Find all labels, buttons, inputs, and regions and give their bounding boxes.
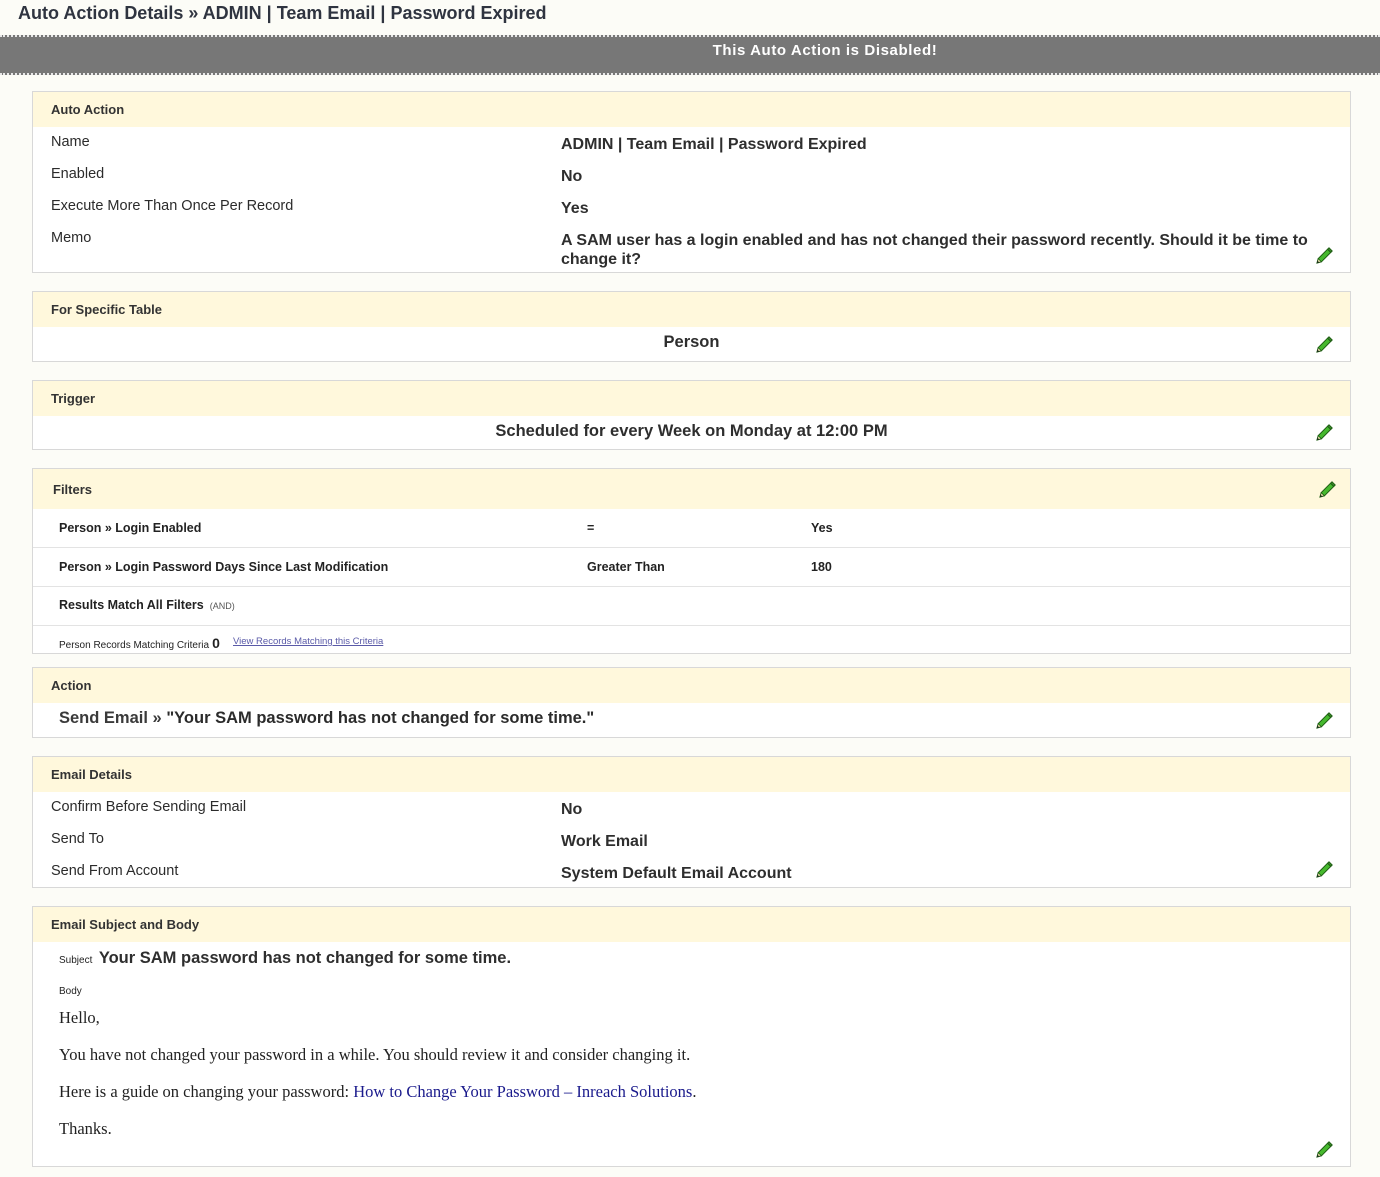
email-content-panel — [32, 906, 1351, 1167]
edit-filters-pencil-icon[interactable] — [1317, 480, 1337, 500]
match-all-text: Results Match All Filters — [59, 598, 204, 612]
filter-field: Person » Login Enabled — [59, 521, 202, 535]
subject-text: Your SAM password has not changed for some time. — [98, 949, 512, 967]
action-subject: "Your SAM password has not changed for some time." — [166, 709, 595, 727]
email-subject-row — [33, 942, 1350, 974]
edit-trigger-pencil-icon[interactable] — [1314, 423, 1334, 443]
send-from-label: Send From Account — [51, 863, 179, 879]
enabled-value: No — [561, 168, 583, 185]
execute-more-row — [33, 191, 1350, 223]
enabled-label: Enabled — [51, 166, 105, 182]
body-paragraph — [59, 1072, 1350, 1109]
edit-email-content-pencil-icon[interactable] — [1314, 1140, 1334, 1160]
match-all-label — [59, 598, 235, 612]
filters-header-label: Filters — [53, 482, 93, 497]
trigger-value: Scheduled for every Week on Monday at 12:00 PM — [495, 422, 888, 440]
confirm-before-row — [33, 792, 1350, 824]
filter-operator: Greater Than — [587, 560, 665, 574]
body-guide-text: Here is a guide on changing your password: — [59, 1082, 354, 1101]
filter-operator: = — [587, 521, 595, 535]
action-panel — [32, 667, 1351, 738]
action-summary — [33, 703, 1350, 738]
send-from-value: System Default Email Account — [561, 865, 792, 882]
name-row — [33, 127, 1350, 159]
memo-label: Memo — [51, 230, 92, 246]
trigger-panel — [32, 380, 1351, 450]
specific-table-panel — [32, 291, 1351, 362]
name-value: ADMIN | Team Email | Password Expired — [561, 136, 867, 153]
page-title: Auto Action Details » ADMIN | Team Email | Password Expired — [18, 3, 547, 23]
edit-table-pencil-icon[interactable] — [1314, 335, 1334, 355]
trigger-header: Trigger — [33, 381, 1350, 416]
body-label: Body — [59, 986, 82, 997]
subject-label: Subject — [59, 955, 93, 966]
email-body — [33, 998, 1350, 1146]
send-to-value: Work Email — [561, 833, 648, 850]
password-guide-link[interactable]: How to Change Your Password – Inreach Solutions — [353, 1082, 693, 1101]
email-details-panel — [32, 756, 1351, 888]
auto-action-header: Auto Action — [33, 92, 1350, 127]
filter-value: 180 — [811, 560, 832, 574]
match-all-row — [33, 587, 1350, 626]
body-guide-suffix: . — [692, 1082, 697, 1101]
body-paragraph: You have not changed your password in a while. You should review it and consider changing it. — [59, 1045, 691, 1064]
filters-panel — [32, 468, 1351, 654]
send-from-row — [33, 856, 1350, 888]
name-label: Name — [51, 134, 90, 150]
execute-more-label: Execute More Than Once Per Record — [51, 198, 294, 214]
edit-email-details-pencil-icon[interactable] — [1314, 860, 1334, 880]
confirm-before-label: Confirm Before Sending Email — [51, 799, 247, 815]
filters-header — [33, 469, 1350, 509]
action-type: Send Email » — [59, 709, 162, 727]
match-mode-badge: (AND) — [209, 601, 235, 611]
confirm-before-value: No — [561, 801, 583, 818]
filter-row — [33, 509, 1350, 548]
filter-value: Yes — [811, 521, 833, 535]
email-details-header: Email Details — [33, 757, 1350, 792]
matching-count-row — [33, 626, 1350, 653]
edit-action-pencil-icon[interactable] — [1314, 711, 1334, 731]
body-closing: Thanks. — [59, 1119, 112, 1138]
body-greeting: Hello, — [59, 1008, 100, 1027]
filter-row — [33, 548, 1350, 587]
enabled-row — [33, 159, 1350, 191]
memo-row — [33, 223, 1350, 273]
execute-more-value: Yes — [561, 200, 589, 217]
send-to-label: Send To — [51, 831, 104, 847]
auto-action-panel — [32, 91, 1351, 273]
matching-count-label — [59, 635, 220, 651]
email-content-header: Email Subject and Body — [33, 907, 1350, 942]
send-to-row — [33, 824, 1350, 856]
email-body-label-row — [33, 974, 1350, 998]
action-header: Action — [33, 668, 1350, 703]
matching-count-text: Person Records Matching Criteria — [59, 640, 210, 651]
specific-table-value: Person — [663, 333, 720, 351]
memo-value: A SAM user has a login enabled and has not changed their password recently. Should it be time to change it? — [561, 232, 1308, 268]
filter-field: Person » Login Password Days Since Last Modification — [59, 560, 389, 574]
specific-table-header: For Specific Table — [33, 292, 1350, 327]
view-records-link[interactable]: View Records Matching this Criteria — [233, 636, 384, 647]
matching-count-value: 0 — [212, 635, 220, 651]
disabled-banner — [0, 35, 1380, 75]
edit-auto-action-pencil-icon[interactable] — [1314, 246, 1334, 266]
disabled-banner-text: This Auto Action is Disabled! — [712, 42, 938, 59]
